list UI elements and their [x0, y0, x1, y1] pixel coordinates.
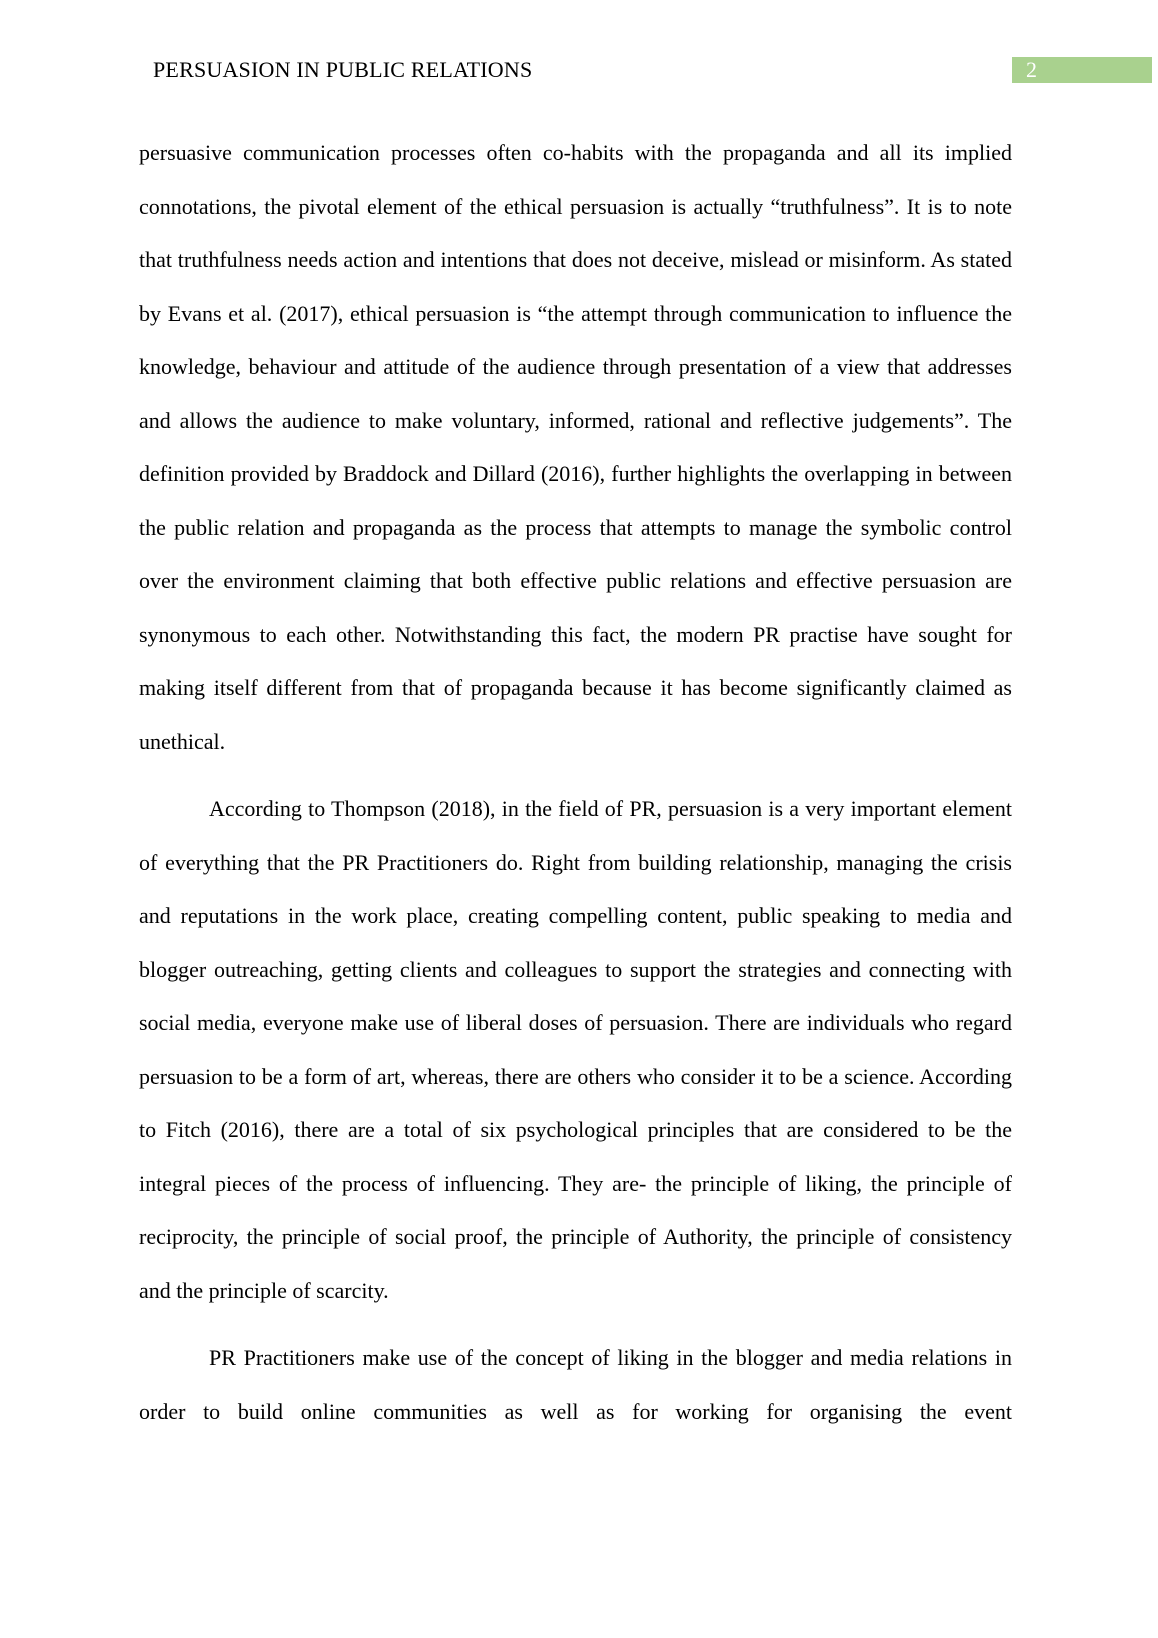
running-head-title: PERSUASION IN PUBLIC RELATIONS — [153, 57, 533, 82]
paragraph-3: PR Practitioners make use of the concept of liking in the blogger and media relations in order to build online communities as well as for working for organising the event — [139, 1345, 1012, 1424]
page-number: 2 — [1026, 57, 1037, 82]
paragraph-2: According to Thompson (2018), in the field of PR, persuasion is a very important element of everything that the PR Practitioners do. Right from building relationship, managing the crisis and reputations in the work place, creating compelling content, public speaking to media and blogger outreaching, getting clients and colleagues to support the strategies and connecting with social media, everyone make use of liberal doses of persuasion. There are individuals who regard persuasion to be a form of art, whereas, there are others who consider it to be a science. According to Fitch (2016), there are a total of six psychological principles that are considered to be the integral pieces of the process of influencing. They are- the principle of liking, the principle of reciprocity, the principle of social proof, the principle of Authority, the principle of consistency and the principle of scarcity. — [139, 796, 1012, 1303]
page-number-box — [1012, 57, 1152, 83]
paragraph-1: persuasive communication processes often co-habits with the propaganda and all its implied connotations, the pivotal element of the ethical persuasion is actually “truthfulness”. It is to note that truthfulness needs action and intentions that does not deceive, mislead or misinform. As stated by Evans et al. (2017), ethical persuasion is “the attempt through communication to influence the knowledge, behaviour and attitude of the audience through presentation of a view that addresses and allows the audience to make voluntary, informed, rational and reflective judgements”. The definition provided by Braddock and Dillard (2016), further highlights the overlapping in between the public relation and propaganda as the process that attempts to manage the symbolic control over the environment claiming that both effective public relations and effective persuasion are synonymous to each other. Notwithstanding this fact, the modern PR practise have sought for making itself different from that of propaganda because it has become significantly claimed as unethical. — [139, 140, 1012, 754]
document-body — [139, 126, 1012, 1438]
